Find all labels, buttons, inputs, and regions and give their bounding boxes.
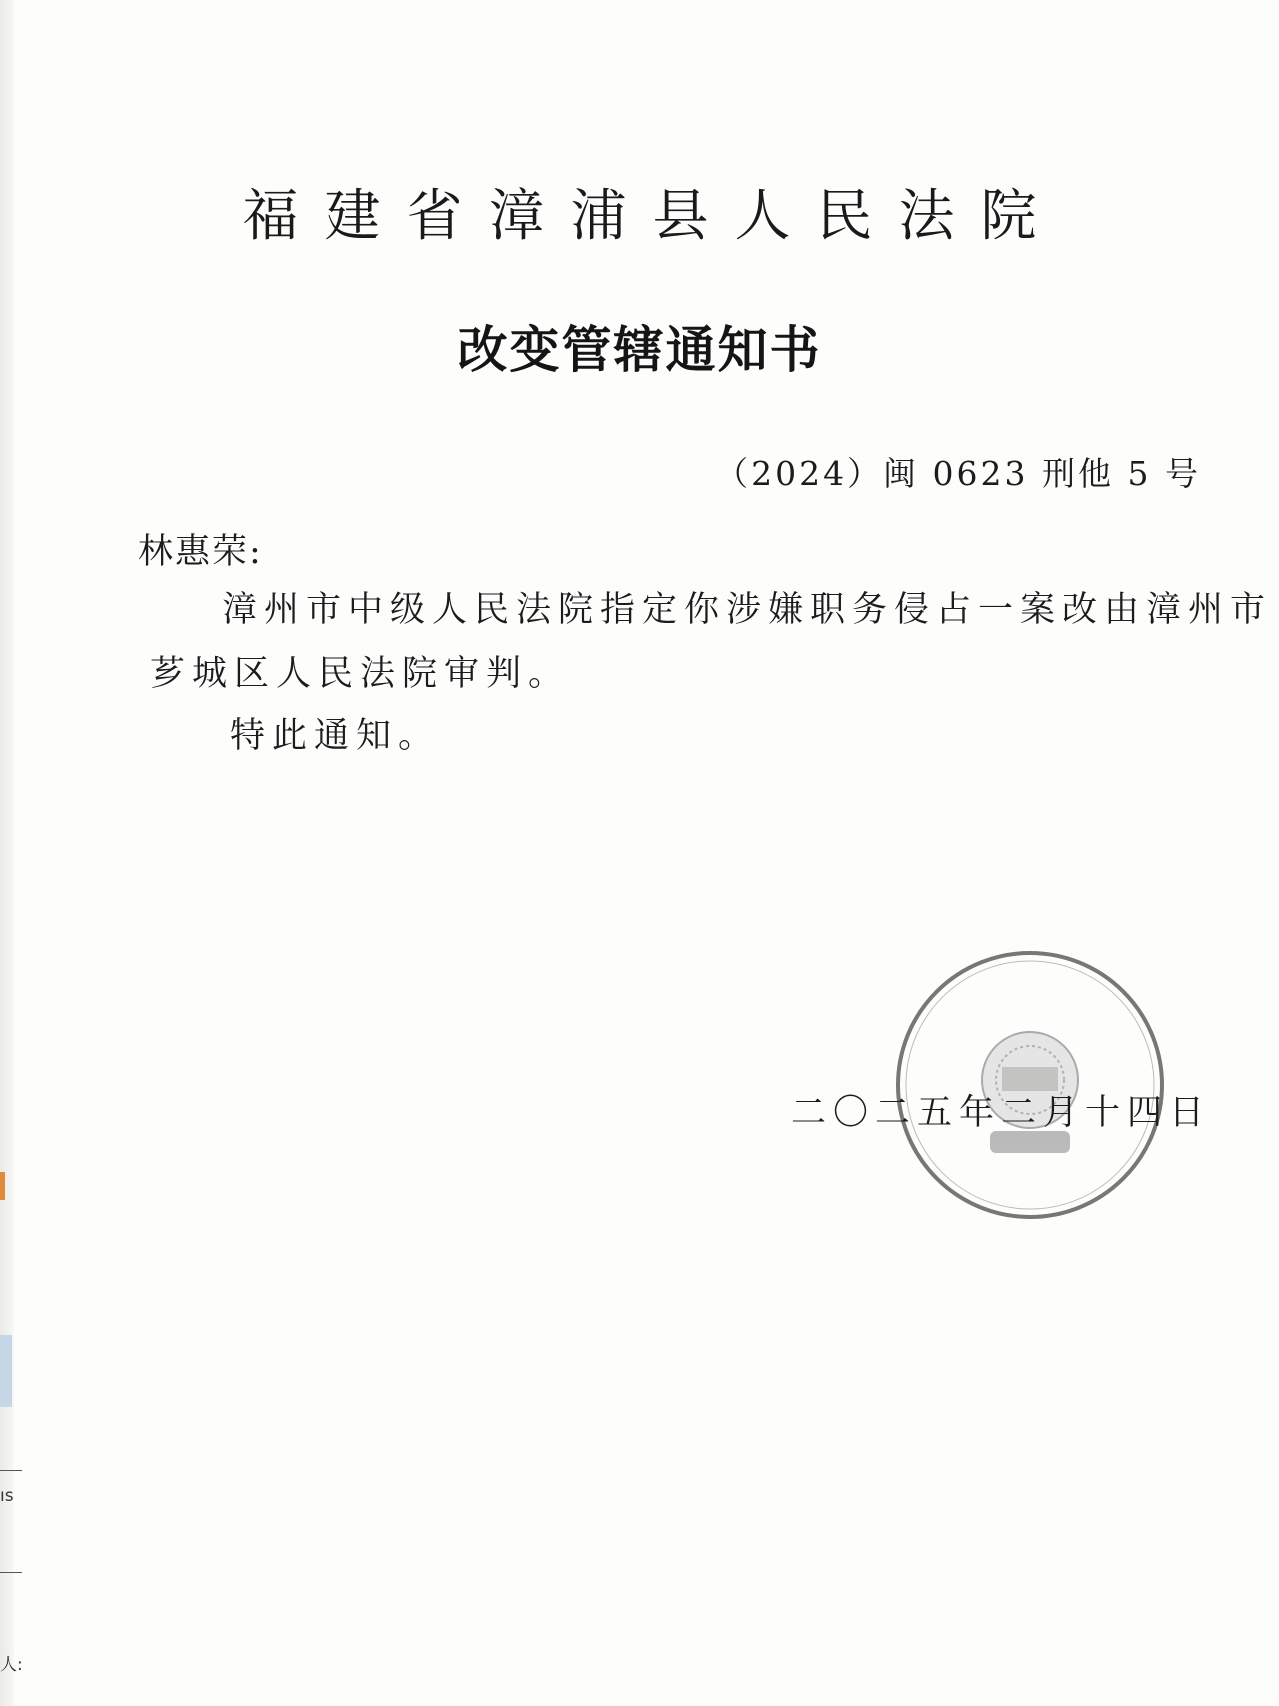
scan-edge-text: ıs xyxy=(0,1486,14,1506)
scan-edge-mark xyxy=(0,1335,12,1407)
document-title: 改变管辖通知书 xyxy=(457,321,822,379)
issue-date: 二〇二五年二月十四日 xyxy=(790,1093,1211,1133)
body-paragraph-line: 漳州市中级人民法院指定你涉嫌职务侵占一案改由漳州市 xyxy=(222,590,1273,630)
body-paragraph-line: 芗城区人民法院审判。 xyxy=(150,654,571,694)
recipient-name: 林惠荣: xyxy=(138,532,263,572)
scan-edge-text: 人: xyxy=(0,1655,23,1675)
scan-edge-mark xyxy=(0,1172,5,1200)
court-name-heading: 福建省漳浦县人民法院 xyxy=(242,184,1063,249)
scan-edge-strip xyxy=(0,0,14,1706)
scan-edge-rule xyxy=(0,1470,22,1471)
scan-edge-rule xyxy=(0,1572,22,1573)
closing-statement: 特此通知。 xyxy=(230,716,441,756)
case-number: （2024）闽 0623 刑他 5 号 xyxy=(715,454,1201,493)
